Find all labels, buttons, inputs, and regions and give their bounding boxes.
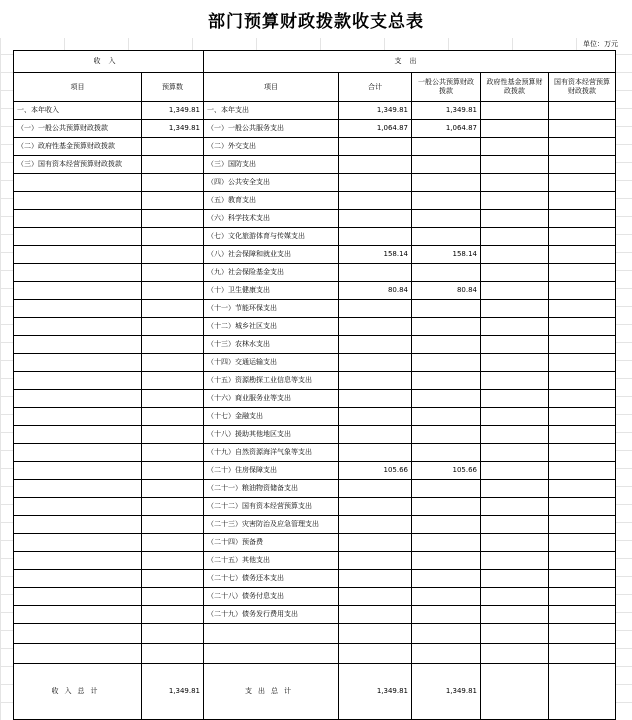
income-amount-cell[interactable] bbox=[142, 444, 204, 462]
general-budget-cell[interactable] bbox=[412, 372, 481, 390]
income-amount-cell[interactable]: 1,349.81 bbox=[142, 102, 204, 120]
capital-budget-cell[interactable] bbox=[549, 390, 616, 408]
income-item-cell[interactable] bbox=[14, 588, 142, 606]
total-cell[interactable] bbox=[339, 318, 412, 336]
income-total-label[interactable]: 收入总计 bbox=[14, 664, 142, 720]
expense-item-cell[interactable]: （十四）交通运输支出 bbox=[204, 354, 339, 372]
fund-budget-cell[interactable] bbox=[481, 372, 549, 390]
income-item-cell[interactable] bbox=[14, 336, 142, 354]
expense-item-cell[interactable]: （一）一般公共服务支出 bbox=[204, 120, 339, 138]
capital-budget-cell[interactable] bbox=[549, 174, 616, 192]
expense-item-cell[interactable]: （十九）自然资源海洋气象等支出 bbox=[204, 444, 339, 462]
expense-section-header: 支出 bbox=[204, 51, 616, 73]
table-row bbox=[14, 498, 616, 516]
general-budget-cell[interactable] bbox=[412, 210, 481, 228]
fund-budget-cell[interactable] bbox=[481, 570, 549, 588]
general-budget-cell[interactable] bbox=[412, 156, 481, 174]
page-title: 部门预算财政拨款收支总表 bbox=[0, 0, 632, 38]
col-fund-budget: 政府性基金预算财政拨款 bbox=[481, 73, 549, 102]
total-cell[interactable]: 1,349.81 bbox=[339, 102, 412, 120]
income-amount-cell[interactable] bbox=[142, 390, 204, 408]
expense-item-cell[interactable]: （二十一）粮油物资储备支出 bbox=[204, 480, 339, 498]
capital-total-amount[interactable] bbox=[549, 664, 616, 720]
fund-budget-cell[interactable] bbox=[481, 246, 549, 264]
capital-budget-cell[interactable] bbox=[549, 336, 616, 354]
col-capital-budget: 国有资本经营预算财政拨款 bbox=[549, 73, 616, 102]
table-row bbox=[14, 300, 616, 318]
income-amount-cell[interactable] bbox=[142, 426, 204, 444]
total-cell[interactable] bbox=[339, 534, 412, 552]
capital-budget-cell[interactable] bbox=[549, 552, 616, 570]
table-row bbox=[14, 336, 616, 354]
total-cell[interactable] bbox=[339, 174, 412, 192]
income-item-cell[interactable] bbox=[14, 228, 142, 246]
income-item-cell[interactable]: （一）一般公共预算财政拨款 bbox=[14, 120, 142, 138]
income-amount-cell[interactable] bbox=[142, 372, 204, 390]
income-amount-cell[interactable] bbox=[142, 228, 204, 246]
table-row bbox=[14, 462, 616, 480]
general-budget-cell[interactable] bbox=[412, 336, 481, 354]
fund-budget-cell[interactable] bbox=[481, 354, 549, 372]
general-budget-cell[interactable] bbox=[412, 354, 481, 372]
expense-item-cell[interactable]: （十一）节能环保支出 bbox=[204, 300, 339, 318]
total-cell[interactable] bbox=[339, 606, 412, 624]
empty-cell[interactable] bbox=[412, 624, 481, 644]
general-budget-cell[interactable] bbox=[412, 570, 481, 588]
fund-budget-cell[interactable] bbox=[481, 588, 549, 606]
capital-budget-cell[interactable] bbox=[549, 480, 616, 498]
expense-item-cell[interactable]: （二十二）国有资本经营预算支出 bbox=[204, 498, 339, 516]
income-amount-cell[interactable] bbox=[142, 156, 204, 174]
income-item-cell[interactable] bbox=[14, 606, 142, 624]
general-budget-cell[interactable] bbox=[412, 444, 481, 462]
income-amount-cell[interactable] bbox=[142, 264, 204, 282]
income-item-cell[interactable] bbox=[14, 570, 142, 588]
table-row bbox=[14, 156, 616, 174]
total-cell[interactable]: 105.66 bbox=[339, 462, 412, 480]
income-item-cell[interactable] bbox=[14, 462, 142, 480]
total-cell[interactable] bbox=[339, 516, 412, 534]
income-amount-cell[interactable] bbox=[142, 534, 204, 552]
empty-cell[interactable] bbox=[204, 644, 339, 664]
income-amount-cell[interactable] bbox=[142, 588, 204, 606]
capital-budget-cell[interactable] bbox=[549, 570, 616, 588]
income-item-cell[interactable] bbox=[14, 300, 142, 318]
empty-cell[interactable] bbox=[14, 644, 142, 664]
expense-item-cell[interactable]: （二十九）债务发行费用支出 bbox=[204, 606, 339, 624]
table-row bbox=[14, 174, 616, 192]
general-budget-cell[interactable] bbox=[412, 264, 481, 282]
col-income-budget: 预算数 bbox=[142, 73, 204, 102]
income-amount-cell[interactable] bbox=[142, 516, 204, 534]
fund-budget-cell[interactable] bbox=[481, 102, 549, 120]
expense-item-cell[interactable]: （十三）农林水支出 bbox=[204, 336, 339, 354]
income-item-cell[interactable] bbox=[14, 246, 142, 264]
income-item-cell[interactable]: 一、本年收入 bbox=[14, 102, 142, 120]
expense-item-cell[interactable]: （十七）金融支出 bbox=[204, 408, 339, 426]
income-item-cell[interactable] bbox=[14, 354, 142, 372]
general-budget-cell[interactable]: 158.14 bbox=[412, 246, 481, 264]
income-amount-cell[interactable] bbox=[142, 498, 204, 516]
table-row bbox=[14, 138, 616, 156]
col-total: 合计 bbox=[339, 73, 412, 102]
empty-cell[interactable] bbox=[412, 644, 481, 664]
income-item-cell[interactable] bbox=[14, 210, 142, 228]
income-amount-cell[interactable] bbox=[142, 408, 204, 426]
general-budget-cell[interactable]: 1,064.87 bbox=[412, 120, 481, 138]
income-item-cell[interactable] bbox=[14, 552, 142, 570]
income-amount-cell[interactable] bbox=[142, 480, 204, 498]
general-budget-cell[interactable] bbox=[412, 606, 481, 624]
capital-budget-cell[interactable] bbox=[549, 282, 616, 300]
income-amount-cell[interactable] bbox=[142, 354, 204, 372]
income-amount-cell[interactable] bbox=[142, 336, 204, 354]
table-row bbox=[14, 480, 616, 498]
empty-cell[interactable] bbox=[549, 644, 616, 664]
total-cell[interactable] bbox=[339, 588, 412, 606]
blank-row bbox=[14, 624, 616, 644]
expense-total-amount[interactable]: 1,349.81 bbox=[339, 664, 412, 720]
income-item-cell[interactable] bbox=[14, 192, 142, 210]
income-item-cell[interactable] bbox=[14, 480, 142, 498]
general-budget-cell[interactable] bbox=[412, 480, 481, 498]
capital-budget-cell[interactable] bbox=[549, 246, 616, 264]
capital-budget-cell[interactable] bbox=[549, 228, 616, 246]
income-item-cell[interactable] bbox=[14, 534, 142, 552]
capital-budget-cell[interactable] bbox=[549, 210, 616, 228]
total-cell[interactable] bbox=[339, 228, 412, 246]
income-item-cell[interactable] bbox=[14, 264, 142, 282]
total-cell[interactable] bbox=[339, 498, 412, 516]
total-cell[interactable] bbox=[339, 480, 412, 498]
expense-item-cell[interactable]: （十二）城乡社区支出 bbox=[204, 318, 339, 336]
expense-item-cell[interactable]: （十八）援助其他地区支出 bbox=[204, 426, 339, 444]
capital-budget-cell[interactable] bbox=[549, 534, 616, 552]
fund-budget-cell[interactable] bbox=[481, 228, 549, 246]
total-cell[interactable] bbox=[339, 372, 412, 390]
total-cell[interactable] bbox=[339, 570, 412, 588]
capital-budget-cell[interactable] bbox=[549, 372, 616, 390]
income-amount-cell[interactable] bbox=[142, 174, 204, 192]
fund-budget-cell[interactable] bbox=[481, 552, 549, 570]
section-header-row bbox=[14, 51, 616, 73]
total-cell[interactable] bbox=[339, 264, 412, 282]
total-cell[interactable] bbox=[339, 390, 412, 408]
income-amount-cell[interactable] bbox=[142, 552, 204, 570]
income-amount-cell[interactable] bbox=[142, 462, 204, 480]
expense-item-cell[interactable]: （七）文化旅游体育与传媒支出 bbox=[204, 228, 339, 246]
expense-total-label[interactable]: 支出总计 bbox=[204, 664, 339, 720]
capital-budget-cell[interactable] bbox=[549, 318, 616, 336]
capital-budget-cell[interactable] bbox=[549, 354, 616, 372]
fund-budget-cell[interactable] bbox=[481, 120, 549, 138]
capital-budget-cell[interactable] bbox=[549, 588, 616, 606]
expense-item-cell[interactable]: （三）国防支出 bbox=[204, 156, 339, 174]
income-amount-cell[interactable] bbox=[142, 282, 204, 300]
income-item-cell[interactable] bbox=[14, 444, 142, 462]
fund-budget-cell[interactable] bbox=[481, 390, 549, 408]
table-row bbox=[14, 444, 616, 462]
empty-cell[interactable] bbox=[481, 624, 549, 644]
capital-budget-cell[interactable] bbox=[549, 300, 616, 318]
table-row bbox=[14, 318, 616, 336]
general-budget-cell[interactable]: 1,349.81 bbox=[412, 102, 481, 120]
general-budget-cell[interactable]: 105.66 bbox=[412, 462, 481, 480]
income-amount-cell[interactable] bbox=[142, 300, 204, 318]
table-row bbox=[14, 120, 616, 138]
general-budget-cell[interactable] bbox=[412, 408, 481, 426]
fund-total-amount[interactable] bbox=[481, 664, 549, 720]
capital-budget-cell[interactable] bbox=[549, 264, 616, 282]
expense-item-cell[interactable]: （二十四）预备费 bbox=[204, 534, 339, 552]
fund-budget-cell[interactable] bbox=[481, 408, 549, 426]
total-cell[interactable] bbox=[339, 354, 412, 372]
fund-budget-cell[interactable] bbox=[481, 606, 549, 624]
capital-budget-cell[interactable] bbox=[549, 426, 616, 444]
column-header-row bbox=[14, 73, 616, 102]
expense-item-cell[interactable]: （二十八）债务付息支出 bbox=[204, 588, 339, 606]
table-row bbox=[14, 210, 616, 228]
income-amount-cell[interactable] bbox=[142, 570, 204, 588]
general-budget-cell[interactable] bbox=[412, 192, 481, 210]
general-budget-cell[interactable] bbox=[412, 138, 481, 156]
fund-budget-cell[interactable] bbox=[481, 534, 549, 552]
expense-item-cell[interactable]: （六）科学技术支出 bbox=[204, 210, 339, 228]
table-row bbox=[14, 552, 616, 570]
table-row bbox=[14, 246, 616, 264]
capital-budget-cell[interactable] bbox=[549, 102, 616, 120]
table-row bbox=[14, 228, 616, 246]
col-general-budget: 一般公共预算财政拨款 bbox=[412, 73, 481, 102]
fund-budget-cell[interactable] bbox=[481, 156, 549, 174]
expense-item-cell[interactable]: （二十）住房保障支出 bbox=[204, 462, 339, 480]
empty-cell[interactable] bbox=[204, 624, 339, 644]
capital-budget-cell[interactable] bbox=[549, 516, 616, 534]
expense-item-cell[interactable]: （二十五）其他支出 bbox=[204, 552, 339, 570]
fund-budget-cell[interactable] bbox=[481, 462, 549, 480]
general-budget-cell[interactable] bbox=[412, 300, 481, 318]
capital-budget-cell[interactable] bbox=[549, 444, 616, 462]
expense-item-cell[interactable]: （二）外交支出 bbox=[204, 138, 339, 156]
budget-summary-table bbox=[13, 50, 616, 720]
total-cell[interactable] bbox=[339, 300, 412, 318]
expense-item-cell[interactable]: （二十三）灾害防治及应急管理支出 bbox=[204, 516, 339, 534]
fund-budget-cell[interactable] bbox=[481, 264, 549, 282]
total-cell[interactable] bbox=[339, 138, 412, 156]
total-cell[interactable] bbox=[339, 552, 412, 570]
table-row bbox=[14, 426, 616, 444]
income-item-cell[interactable]: （二）政府性基金预算财政拨款 bbox=[14, 138, 142, 156]
general-budget-cell[interactable] bbox=[412, 498, 481, 516]
blank-row bbox=[14, 644, 616, 664]
total-cell[interactable]: 1,064.87 bbox=[339, 120, 412, 138]
fund-budget-cell[interactable] bbox=[481, 300, 549, 318]
table-row bbox=[14, 282, 616, 300]
income-amount-cell[interactable] bbox=[142, 246, 204, 264]
expense-item-cell[interactable]: （二十七）债务还本支出 bbox=[204, 570, 339, 588]
general-budget-cell[interactable] bbox=[412, 426, 481, 444]
table-row bbox=[14, 516, 616, 534]
capital-budget-cell[interactable] bbox=[549, 156, 616, 174]
income-item-cell[interactable] bbox=[14, 372, 142, 390]
fund-budget-cell[interactable] bbox=[481, 516, 549, 534]
capital-budget-cell[interactable] bbox=[549, 606, 616, 624]
fund-budget-cell[interactable] bbox=[481, 174, 549, 192]
fund-budget-cell[interactable] bbox=[481, 282, 549, 300]
empty-cell[interactable] bbox=[14, 624, 142, 644]
empty-cell[interactable] bbox=[142, 624, 204, 644]
general-budget-cell[interactable] bbox=[412, 174, 481, 192]
table-row bbox=[14, 102, 616, 120]
expense-item-cell[interactable]: （十五）资源勘探工业信息等支出 bbox=[204, 372, 339, 390]
general-budget-cell[interactable]: 80.84 bbox=[412, 282, 481, 300]
income-item-cell[interactable] bbox=[14, 498, 142, 516]
expense-item-cell[interactable]: （十六）商业服务业等支出 bbox=[204, 390, 339, 408]
table-row bbox=[14, 588, 616, 606]
general-budget-cell[interactable] bbox=[412, 390, 481, 408]
total-cell[interactable] bbox=[339, 192, 412, 210]
income-item-cell[interactable] bbox=[14, 516, 142, 534]
income-item-cell[interactable] bbox=[14, 174, 142, 192]
table-row bbox=[14, 390, 616, 408]
income-amount-cell[interactable] bbox=[142, 210, 204, 228]
general-budget-cell[interactable] bbox=[412, 534, 481, 552]
table-row bbox=[14, 534, 616, 552]
fund-budget-cell[interactable] bbox=[481, 444, 549, 462]
table-row bbox=[14, 408, 616, 426]
income-item-cell[interactable] bbox=[14, 318, 142, 336]
total-cell[interactable] bbox=[339, 210, 412, 228]
total-cell[interactable] bbox=[339, 444, 412, 462]
income-amount-cell[interactable] bbox=[142, 318, 204, 336]
general-total-amount[interactable]: 1,349.81 bbox=[412, 664, 481, 720]
table-row bbox=[14, 606, 616, 624]
expense-item-cell[interactable]: 一、本年支出 bbox=[204, 102, 339, 120]
income-section-header: 收入 bbox=[14, 51, 204, 73]
capital-budget-cell[interactable] bbox=[549, 192, 616, 210]
income-item-cell[interactable] bbox=[14, 408, 142, 426]
general-budget-cell[interactable] bbox=[412, 228, 481, 246]
col-income-item: 项目 bbox=[14, 73, 142, 102]
total-cell[interactable] bbox=[339, 426, 412, 444]
unit-label: 单位：万元 bbox=[579, 38, 618, 50]
capital-budget-cell[interactable] bbox=[549, 462, 616, 480]
table-row bbox=[14, 570, 616, 588]
table-row bbox=[14, 264, 616, 282]
empty-cell[interactable] bbox=[481, 644, 549, 664]
table-row bbox=[14, 192, 616, 210]
income-amount-cell[interactable] bbox=[142, 606, 204, 624]
empty-cell[interactable] bbox=[549, 624, 616, 644]
fund-budget-cell[interactable] bbox=[481, 138, 549, 156]
income-item-cell[interactable] bbox=[14, 390, 142, 408]
expense-item-cell[interactable]: （五）教育支出 bbox=[204, 192, 339, 210]
fund-budget-cell[interactable] bbox=[481, 426, 549, 444]
general-budget-cell[interactable] bbox=[412, 516, 481, 534]
income-item-cell[interactable] bbox=[14, 426, 142, 444]
general-budget-cell[interactable] bbox=[412, 552, 481, 570]
expense-item-cell[interactable]: （九）社会保险基金支出 bbox=[204, 264, 339, 282]
fund-budget-cell[interactable] bbox=[481, 480, 549, 498]
fund-budget-cell[interactable] bbox=[481, 210, 549, 228]
fund-budget-cell[interactable] bbox=[481, 498, 549, 516]
empty-cell[interactable] bbox=[142, 644, 204, 664]
general-budget-cell[interactable] bbox=[412, 318, 481, 336]
table-row bbox=[14, 372, 616, 390]
capital-budget-cell[interactable] bbox=[549, 408, 616, 426]
totals-row bbox=[14, 664, 616, 720]
total-cell[interactable] bbox=[339, 408, 412, 426]
empty-cell[interactable] bbox=[339, 624, 412, 644]
expense-item-cell[interactable]: （十）卫生健康支出 bbox=[204, 282, 339, 300]
general-budget-cell[interactable] bbox=[412, 588, 481, 606]
income-item-cell[interactable]: （三）国有资本经营预算财政拨款 bbox=[14, 156, 142, 174]
total-cell[interactable] bbox=[339, 336, 412, 354]
total-cell[interactable]: 80.84 bbox=[339, 282, 412, 300]
fund-budget-cell[interactable] bbox=[481, 192, 549, 210]
table-row bbox=[14, 354, 616, 372]
income-amount-cell[interactable]: 1,349.81 bbox=[142, 120, 204, 138]
capital-budget-cell[interactable] bbox=[549, 498, 616, 516]
total-cell[interactable]: 158.14 bbox=[339, 246, 412, 264]
expense-item-cell[interactable]: （八）社会保障和就业支出 bbox=[204, 246, 339, 264]
fund-budget-cell[interactable] bbox=[481, 336, 549, 354]
income-item-cell[interactable] bbox=[14, 282, 142, 300]
empty-cell[interactable] bbox=[339, 644, 412, 664]
income-total-amount[interactable]: 1,349.81 bbox=[142, 664, 204, 720]
capital-budget-cell[interactable] bbox=[549, 138, 616, 156]
income-amount-cell[interactable] bbox=[142, 138, 204, 156]
col-expense-item: 项目 bbox=[204, 73, 339, 102]
income-amount-cell[interactable] bbox=[142, 192, 204, 210]
fund-budget-cell[interactable] bbox=[481, 318, 549, 336]
expense-item-cell[interactable]: （四）公共安全支出 bbox=[204, 174, 339, 192]
total-cell[interactable] bbox=[339, 156, 412, 174]
capital-budget-cell[interactable] bbox=[549, 120, 616, 138]
